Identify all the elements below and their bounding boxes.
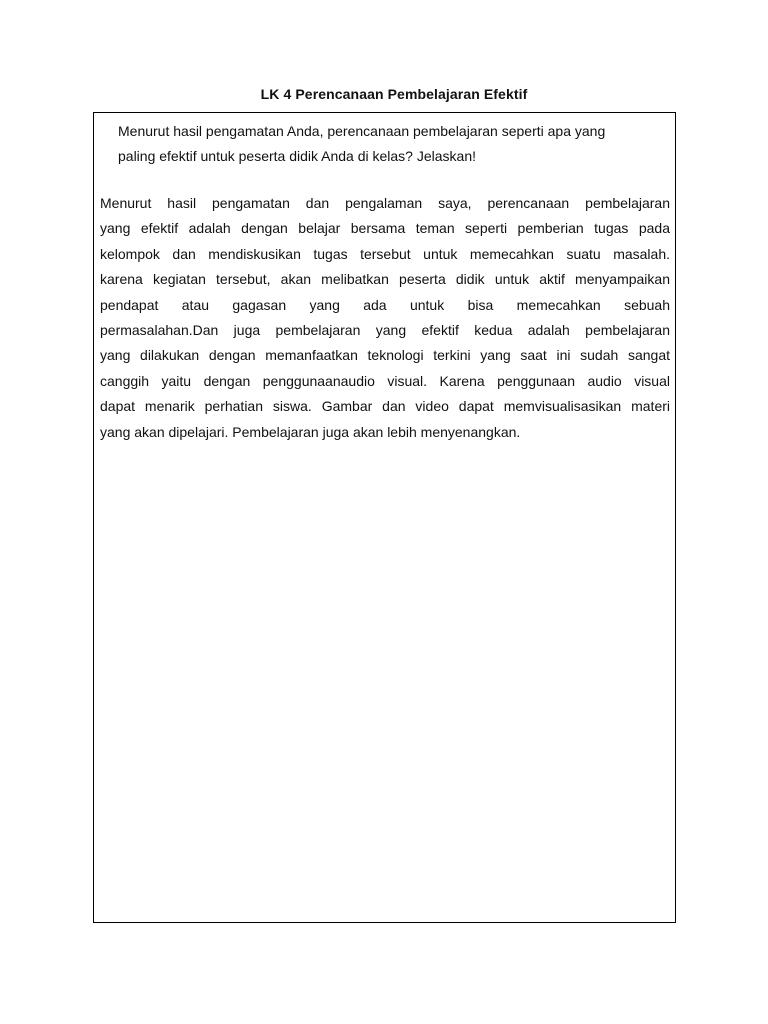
document-title: LK 4 Perencanaan Pembelajaran Efektif <box>260 86 528 102</box>
answer-line: kelompok dan mendiskusikan tugas tersebut untuk memecahkan suatu masalah. <box>100 245 670 262</box>
answer-line: yang akan dipelajari. Pembelajaran juga akan lebih menyenangkan. <box>100 423 521 440</box>
question-text <box>118 119 668 169</box>
worksheet-answer-box <box>93 112 676 923</box>
answer-line: dapat menarik perhatian siswa. Gambar dan video dapat memvisualisasikan materi <box>100 398 670 415</box>
answer-line: yang dilakukan dengan memanfaatkan teknologi terkini yang saat ini sudah sangat <box>100 347 670 364</box>
answer-line: pendapat atau gagasan yang ada untuk bisa memecahkan sebuah <box>100 296 670 313</box>
answer-line: yang efektif adalah dengan belajar bersama teman seperti pemberian tugas pada <box>100 220 670 237</box>
answer-line: permasalahan.Dan juga pembelajaran yang efektif kedua adalah pembelajaran <box>100 322 670 339</box>
answer-text <box>100 191 670 445</box>
answer-line: Menurut hasil pengamatan dan pengalaman saya, perencanaan pembelajaran <box>100 195 670 211</box>
answer-line: karena kegiatan tersebut, akan melibatkan peserta didik untuk aktif menyampaikan <box>100 271 670 288</box>
question-line: Menurut hasil pengamatan Anda, perencanaan pembelajaran seperti apa yang <box>118 123 606 139</box>
answer-line: canggih yaitu dengan penggunaanaudio visual. Karena penggunaan audio visual <box>100 372 670 389</box>
question-line: paling efektif untuk peserta didik Anda di kelas? Jelaskan! <box>118 148 477 164</box>
